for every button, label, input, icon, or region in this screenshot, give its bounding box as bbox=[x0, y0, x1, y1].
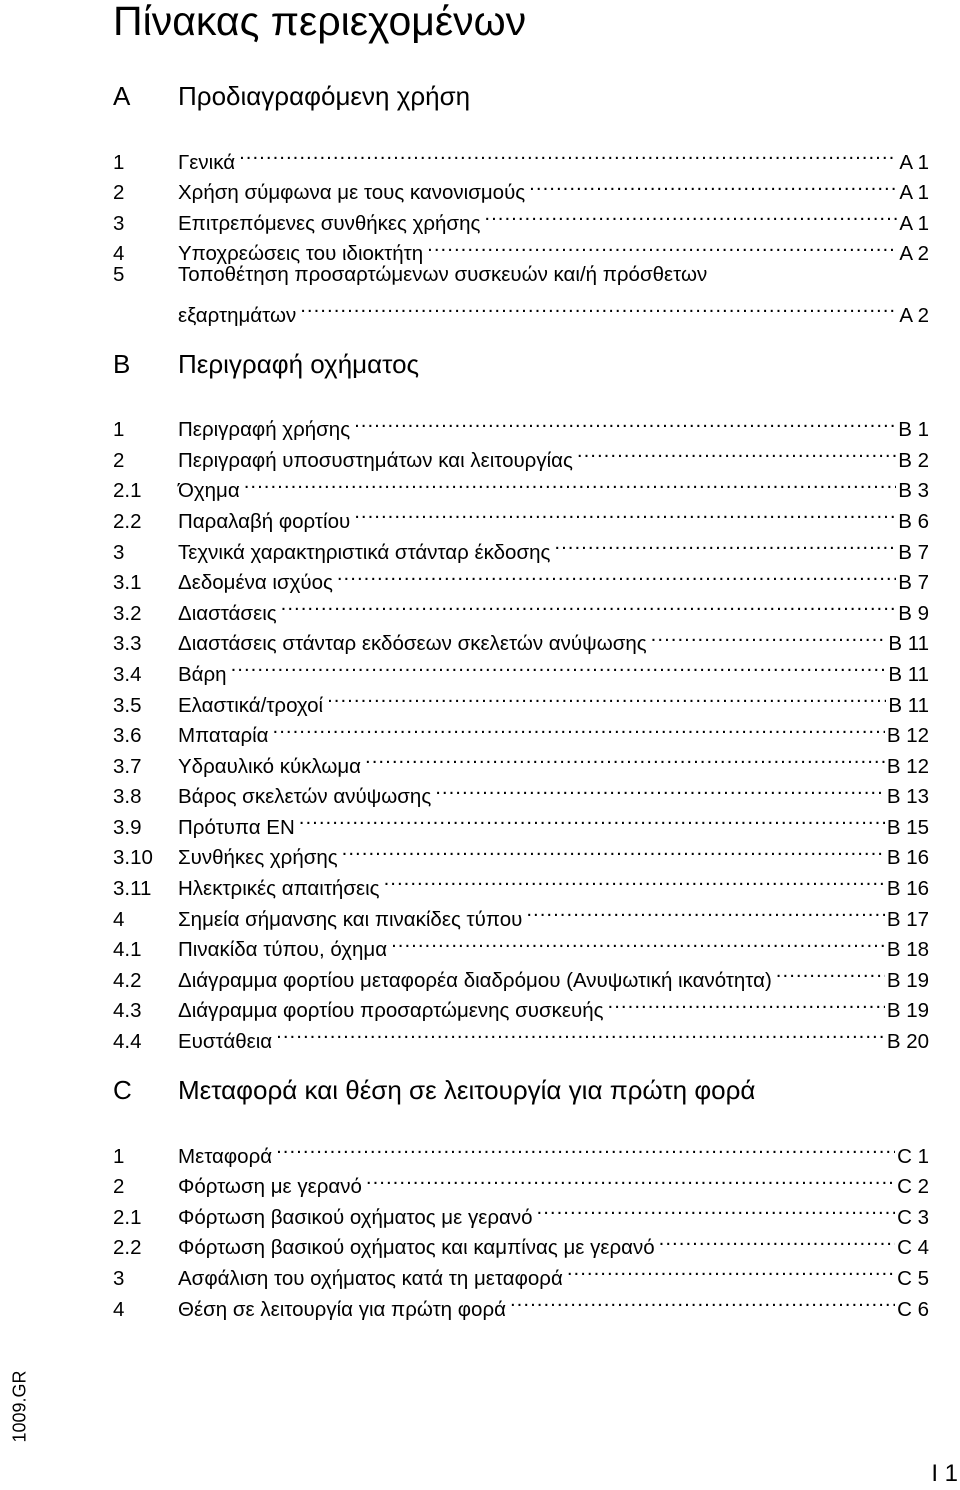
entry-title: Περιγραφή χρήσης bbox=[178, 418, 351, 442]
dot-leader bbox=[554, 528, 896, 559]
entry-page: A 2 bbox=[899, 303, 929, 327]
section-title: Μεταφορά και θέση σε λειτουργία για πρώτη φορά bbox=[178, 1075, 756, 1106]
entry-page: A 1 bbox=[899, 211, 929, 235]
entry-number: 3.9 bbox=[113, 815, 142, 839]
entry-title: Φόρτωση βασικού οχήματος με γερανό bbox=[178, 1205, 533, 1229]
entry-title: Όχημα bbox=[178, 479, 240, 503]
entry-number: 2.1 bbox=[113, 479, 142, 503]
entry-title: Τεχνικά χαρακτηριστικά στάνταρ έκδοσης bbox=[178, 540, 551, 564]
dot-leader bbox=[384, 864, 885, 895]
entry-number: 3.7 bbox=[113, 754, 142, 778]
entry-page: B 7 bbox=[898, 571, 929, 595]
dot-leader bbox=[435, 773, 885, 804]
dot-leader bbox=[391, 926, 885, 957]
entry-title: Μεταφορά bbox=[178, 1144, 273, 1168]
entry-title: Σημεία σήμανσης και πινακίδες τύπου bbox=[178, 907, 523, 931]
entry-number: 3.8 bbox=[113, 785, 142, 809]
document-code: 1009.GR bbox=[9, 1370, 30, 1443]
dot-leader bbox=[651, 620, 887, 651]
entry-page: C 2 bbox=[897, 1175, 929, 1199]
entry-title: Ασφάλιση του οχήματος κατά τη μεταφορά bbox=[178, 1267, 563, 1290]
entry-number: 1 bbox=[113, 418, 125, 442]
dot-leader bbox=[510, 1285, 895, 1316]
entry-page: B 9 bbox=[898, 601, 929, 625]
dot-leader bbox=[276, 1132, 895, 1163]
entry-title: Βάρη bbox=[178, 662, 227, 686]
entry-number: 1 bbox=[113, 150, 125, 174]
entry-page: C 6 bbox=[897, 1297, 929, 1321]
page-number: I 1 bbox=[931, 1460, 958, 1487]
entry-title: Φόρτωση βασικού οχήματος και καμπίνας με γερανό bbox=[178, 1236, 655, 1260]
entry-number: 4 bbox=[113, 1297, 125, 1321]
page-title: Πίνακας περιεχομένων bbox=[113, 0, 527, 44]
entry-title: Πινακίδα τύπου, όχημα bbox=[178, 938, 388, 962]
entry-title: Θέση σε λειτουργία για πρώτη φορά bbox=[178, 1297, 506, 1321]
entry-title: Υδραυλικό κύκλωμα bbox=[178, 754, 362, 778]
entry-title: Συνθήκες χρήσης bbox=[178, 846, 338, 870]
entry-page: B 20 bbox=[886, 1030, 929, 1054]
section-letter: A bbox=[113, 81, 131, 111]
entry-title: Χρήση σύμφωνα με τους κανονισμούς bbox=[178, 181, 526, 205]
entry-page: B 11 bbox=[888, 693, 929, 717]
toc-entry[interactable] bbox=[113, 260, 929, 291]
table-of-contents bbox=[113, 78, 929, 1321]
section-heading bbox=[113, 1072, 929, 1108]
entry-number: 3 bbox=[113, 540, 125, 564]
entry-page: B 13 bbox=[886, 785, 929, 809]
entry-page: B 15 bbox=[886, 815, 929, 839]
entry-page: B 7 bbox=[898, 540, 929, 564]
entry-page: B 16 bbox=[886, 846, 929, 870]
entry-number: 1 bbox=[113, 1144, 125, 1168]
section-title: Περιγραφή οχήματος bbox=[178, 348, 420, 379]
entry-title: Μπαταρία bbox=[178, 724, 269, 748]
entry-title: Τοποθέτηση προσαρτώμενων συσκευών και/ή πρόσθετων bbox=[178, 263, 708, 287]
dot-leader bbox=[567, 1254, 895, 1285]
entry-title: Γενικά bbox=[178, 150, 236, 174]
section-heading bbox=[113, 78, 929, 114]
dot-leader bbox=[427, 230, 897, 261]
toc-entry[interactable] bbox=[113, 650, 929, 686]
toc-entry[interactable] bbox=[113, 406, 929, 442]
dot-leader bbox=[273, 712, 885, 743]
entry-number: 4 bbox=[113, 907, 125, 931]
entry-title: Διάγραμμα φορτίου προσαρτώμενης συσκευής bbox=[178, 999, 604, 1023]
dot-leader bbox=[529, 169, 897, 200]
entry-page: B 12 bbox=[886, 754, 929, 778]
entry-number: 2 bbox=[113, 448, 125, 472]
entry-number: 2.1 bbox=[113, 1205, 142, 1229]
entry-title: Ηλεκτρικές απαιτήσεις bbox=[178, 877, 380, 901]
entry-number: 2.2 bbox=[113, 509, 142, 533]
entry-title: Διαστάσεις bbox=[178, 601, 277, 625]
toc-entry[interactable] bbox=[113, 169, 929, 205]
dot-leader bbox=[342, 834, 885, 865]
dot-leader bbox=[608, 987, 885, 1018]
section-letter: B bbox=[113, 348, 131, 379]
dot-leader bbox=[365, 742, 885, 773]
entry-number: 5 bbox=[113, 263, 125, 287]
toc-entry-continuation[interactable] bbox=[113, 291, 929, 327]
dot-leader bbox=[366, 1163, 895, 1194]
dot-leader bbox=[231, 650, 887, 681]
dot-leader bbox=[484, 199, 897, 230]
entry-page: B 17 bbox=[886, 907, 929, 931]
dot-leader bbox=[337, 559, 896, 590]
toc-entry[interactable] bbox=[113, 138, 929, 174]
entry-page: B 11 bbox=[888, 632, 929, 656]
entry-number: 2 bbox=[113, 1175, 125, 1199]
dot-leader bbox=[776, 956, 885, 987]
entry-number: 4.4 bbox=[113, 1030, 142, 1054]
dot-leader bbox=[299, 803, 885, 834]
entry-page: A 1 bbox=[899, 150, 929, 174]
dot-leader bbox=[244, 467, 897, 498]
entry-page: B 18 bbox=[886, 938, 929, 962]
entry-title-continued: εξαρτημάτων bbox=[178, 303, 297, 327]
entry-title: Φόρτωση με γερανό bbox=[178, 1175, 362, 1199]
entry-number: 3.1 bbox=[113, 571, 142, 595]
toc-entry[interactable] bbox=[113, 1132, 929, 1168]
entry-page: B 19 bbox=[886, 999, 929, 1023]
dot-leader bbox=[537, 1193, 896, 1224]
entry-number: 4.3 bbox=[113, 999, 142, 1023]
entry-title: Επιτρεπόμενες συνθήκες χρήσης bbox=[178, 211, 481, 235]
section-heading bbox=[113, 346, 929, 382]
entry-page: B 12 bbox=[886, 724, 929, 748]
entry-number: 3 bbox=[113, 1267, 125, 1290]
toc-entry[interactable] bbox=[113, 681, 929, 717]
entry-number: 3.10 bbox=[113, 846, 153, 870]
entry-number: 4 bbox=[113, 242, 125, 266]
entry-page: B 3 bbox=[898, 479, 929, 503]
entry-number: 3.6 bbox=[113, 724, 142, 748]
entry-number: 4.1 bbox=[113, 938, 142, 962]
entry-page: B 11 bbox=[888, 662, 929, 686]
entry-title: Πρότυπα EN bbox=[178, 815, 295, 839]
dot-leader bbox=[354, 406, 896, 437]
entry-number: 2 bbox=[113, 181, 125, 205]
entry-title: Βάρος σκελετών ανύψωσης bbox=[178, 785, 432, 809]
entry-page: C 1 bbox=[897, 1144, 929, 1168]
entry-number: 3.11 bbox=[113, 877, 152, 901]
entry-page: B 1 bbox=[898, 418, 929, 442]
entry-page: C 4 bbox=[897, 1236, 929, 1260]
entry-number: 3.3 bbox=[113, 632, 142, 656]
dot-leader bbox=[327, 681, 886, 712]
dot-leader bbox=[526, 895, 885, 926]
entry-title: Δεδομένα ισχύος bbox=[178, 571, 333, 595]
dot-leader bbox=[239, 138, 897, 169]
entry-number: 3.2 bbox=[113, 601, 142, 625]
dot-leader bbox=[276, 1017, 885, 1048]
dot-leader bbox=[659, 1224, 895, 1255]
entry-page: B 2 bbox=[898, 448, 929, 472]
entry-page: A 1 bbox=[899, 181, 929, 205]
section-letter: C bbox=[113, 1075, 132, 1106]
section-title: Προδιαγραφόμενη χρήση bbox=[178, 81, 471, 111]
entry-title: Διαστάσεις στάνταρ εκδόσεων σκελετών ανύψωσης bbox=[178, 632, 647, 656]
entry-number: 3 bbox=[113, 211, 125, 235]
entry-page: A 2 bbox=[899, 242, 929, 266]
dot-leader bbox=[577, 436, 896, 467]
entry-number: 3.4 bbox=[113, 662, 142, 686]
entry-page: B 6 bbox=[898, 509, 929, 533]
dot-leader bbox=[354, 497, 896, 528]
dot-leader bbox=[300, 291, 897, 322]
entry-page: B 16 bbox=[886, 877, 929, 901]
dot-leader bbox=[281, 589, 897, 620]
entry-title: Υποχρεώσεις του ιδιοκτήτη bbox=[178, 242, 424, 266]
entry-title: Ελαστικά/τροχοί bbox=[178, 693, 324, 717]
entry-page: C 5 bbox=[897, 1267, 929, 1290]
entry-title: Περιγραφή υποσυστημάτων και λειτουργίας bbox=[178, 448, 573, 472]
entry-number: 2.2 bbox=[113, 1236, 142, 1260]
entry-title: Ευστάθεια bbox=[178, 1030, 273, 1054]
entry-title: Παραλαβή φορτίου bbox=[178, 509, 351, 533]
entry-page: B 19 bbox=[886, 968, 929, 992]
entry-title: Διάγραμμα φορτίου μεταφορέα διαδρόμου (Ανυψωτική ικανότητα) bbox=[178, 968, 772, 992]
entry-number: 3.5 bbox=[113, 693, 142, 717]
entry-page: C 3 bbox=[897, 1205, 929, 1229]
entry-number: 4.2 bbox=[113, 968, 142, 992]
